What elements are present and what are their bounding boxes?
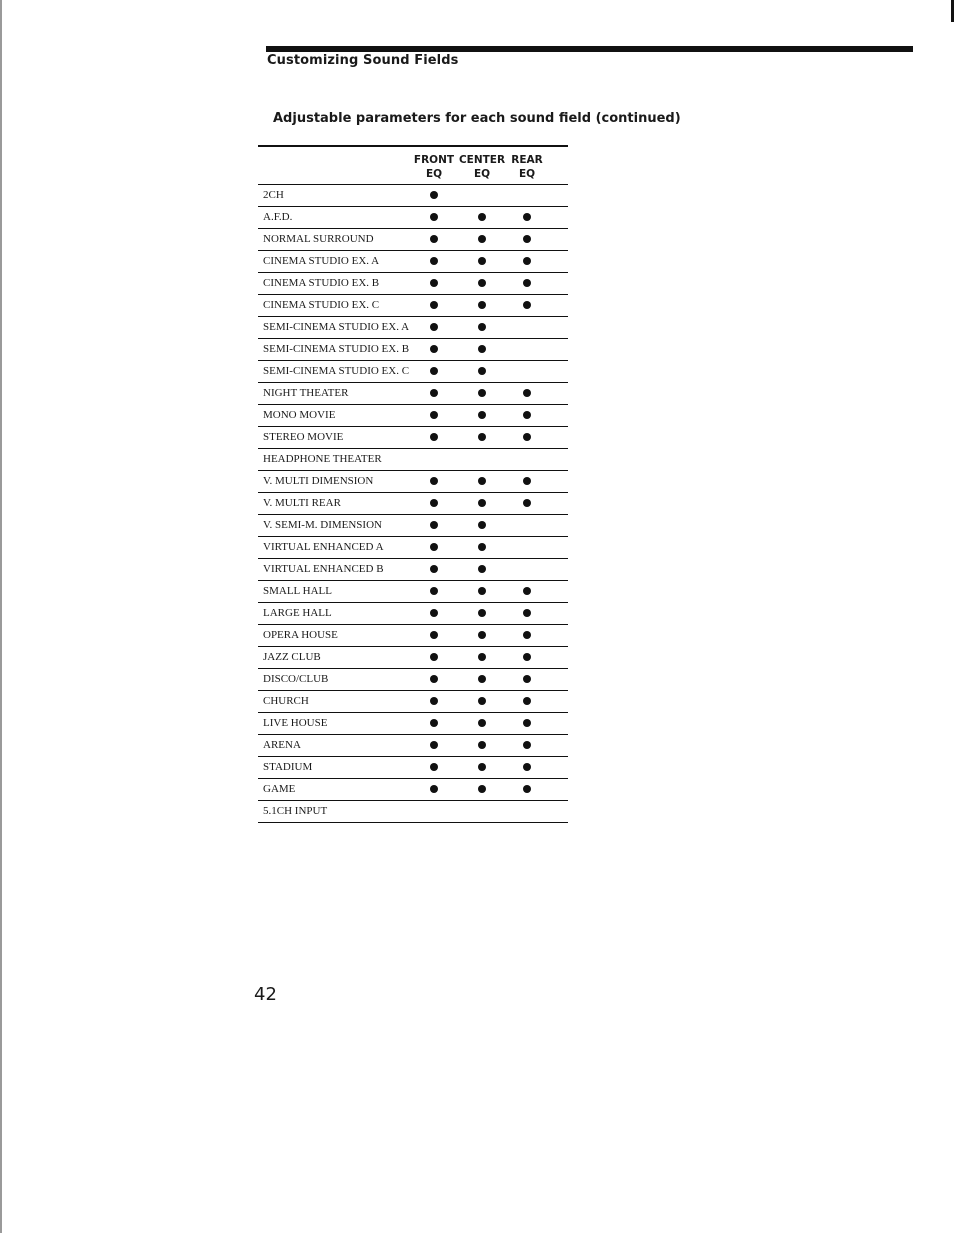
sound-field-label: NORMAL SURROUND <box>263 233 374 245</box>
front-eq-dot-icon <box>430 719 438 727</box>
table-row <box>258 317 568 339</box>
table-row <box>258 603 568 625</box>
front-eq-dot-icon <box>430 191 438 199</box>
table-row <box>258 779 568 801</box>
rear-eq-dot-icon <box>523 785 531 793</box>
center-eq-dot-icon <box>478 631 486 639</box>
rear-eq-dot-icon <box>523 587 531 595</box>
table-row <box>258 339 568 361</box>
sound-field-label: VIRTUAL ENHANCED B <box>263 563 384 575</box>
sound-field-label: A.F.D. <box>263 211 293 223</box>
table-row <box>258 801 568 823</box>
sound-field-label: CINEMA STUDIO EX. C <box>263 299 380 311</box>
rear-eq-dot-icon <box>523 499 531 507</box>
front-eq-dot-icon <box>430 785 438 793</box>
sound-field-label: LIVE HOUSE <box>263 717 328 729</box>
center-eq-dot-icon <box>478 521 486 529</box>
front-eq-dot-icon <box>430 213 438 221</box>
table-row <box>258 229 568 251</box>
column-header-front-eq: FRONT EQ <box>413 154 455 180</box>
page-number: 42 <box>254 984 277 1005</box>
table-body <box>258 185 568 823</box>
center-eq-dot-icon <box>478 653 486 661</box>
column-header-center-eq: CENTER EQ <box>458 154 506 180</box>
sound-field-label: GAME <box>263 783 296 795</box>
front-eq-dot-icon <box>430 543 438 551</box>
center-eq-dot-icon <box>478 719 486 727</box>
rear-eq-dot-icon <box>523 213 531 221</box>
table-row <box>258 669 568 691</box>
center-eq-dot-icon <box>478 257 486 265</box>
header-rule <box>266 46 913 52</box>
rear-eq-dot-icon <box>523 741 531 749</box>
sound-field-label: OPERA HOUSE <box>263 629 338 641</box>
front-eq-dot-icon <box>430 301 438 309</box>
front-eq-dot-icon <box>430 235 438 243</box>
front-eq-dot-icon <box>430 323 438 331</box>
sound-field-label: SEMI-CINEMA STUDIO EX. C <box>263 365 410 377</box>
rear-eq-dot-icon <box>523 433 531 441</box>
front-eq-dot-icon <box>430 521 438 529</box>
table-row <box>258 273 568 295</box>
rear-eq-dot-icon <box>523 389 531 397</box>
center-eq-dot-icon <box>478 587 486 595</box>
rear-eq-dot-icon <box>523 631 531 639</box>
table-row <box>258 471 568 493</box>
center-eq-dot-icon <box>478 565 486 573</box>
table-row <box>258 757 568 779</box>
center-eq-dot-icon <box>478 411 486 419</box>
rear-eq-dot-icon <box>523 697 531 705</box>
rear-eq-dot-icon <box>523 653 531 661</box>
center-eq-dot-icon <box>478 235 486 243</box>
table-row <box>258 251 568 273</box>
front-eq-dot-icon <box>430 697 438 705</box>
front-eq-dot-icon <box>430 389 438 397</box>
table-row <box>258 493 568 515</box>
rear-eq-dot-icon <box>523 675 531 683</box>
table-title: Adjustable parameters for each sound field (continued) <box>273 111 681 126</box>
parameters-table <box>258 145 568 823</box>
center-eq-dot-icon <box>478 367 486 375</box>
table-row <box>258 691 568 713</box>
sound-field-label: SEMI-CINEMA STUDIO EX. B <box>263 343 410 355</box>
table-row <box>258 427 568 449</box>
table-row <box>258 515 568 537</box>
rear-eq-dot-icon <box>523 609 531 617</box>
rear-eq-dot-icon <box>523 411 531 419</box>
page-left-edge <box>0 0 2 1233</box>
front-eq-dot-icon <box>430 741 438 749</box>
sound-field-label: NIGHT THEATER <box>263 387 349 399</box>
center-eq-dot-icon <box>478 279 486 287</box>
rear-eq-dot-icon <box>523 477 531 485</box>
center-eq-dot-icon <box>478 785 486 793</box>
sound-field-label: DISCO/CLUB <box>263 673 329 685</box>
sound-field-label: JAZZ CLUB <box>263 651 321 663</box>
sound-field-label: V. SEMI-M. DIMENSION <box>263 519 382 531</box>
center-eq-dot-icon <box>478 301 486 309</box>
front-eq-dot-icon <box>430 499 438 507</box>
rear-eq-dot-icon <box>523 257 531 265</box>
table-row <box>258 185 568 207</box>
sound-field-label: VIRTUAL ENHANCED A <box>263 541 384 553</box>
front-eq-dot-icon <box>430 609 438 617</box>
sound-field-label: HEADPHONE THEATER <box>263 453 382 465</box>
center-eq-dot-icon <box>478 741 486 749</box>
rear-eq-dot-icon <box>523 301 531 309</box>
table-row <box>258 361 568 383</box>
front-eq-dot-icon <box>430 345 438 353</box>
center-eq-dot-icon <box>478 499 486 507</box>
rear-eq-dot-icon <box>523 235 531 243</box>
sound-field-label: STEREO MOVIE <box>263 431 344 443</box>
front-eq-dot-icon <box>430 675 438 683</box>
center-eq-dot-icon <box>478 697 486 705</box>
center-eq-dot-icon <box>478 763 486 771</box>
table-row <box>258 735 568 757</box>
front-eq-dot-icon <box>430 565 438 573</box>
sound-field-label: LARGE HALL <box>263 607 332 619</box>
table-row <box>258 625 568 647</box>
table-row <box>258 647 568 669</box>
sound-field-label: SMALL HALL <box>263 585 332 597</box>
table-row <box>258 537 568 559</box>
center-eq-dot-icon <box>478 213 486 221</box>
table-row <box>258 383 568 405</box>
front-eq-dot-icon <box>430 367 438 375</box>
front-eq-dot-icon <box>430 411 438 419</box>
sound-field-label: CHURCH <box>263 695 309 707</box>
table-row <box>258 581 568 603</box>
sound-field-label: V. MULTI DIMENSION <box>263 475 374 487</box>
front-eq-dot-icon <box>430 257 438 265</box>
center-eq-dot-icon <box>478 543 486 551</box>
table-row <box>258 207 568 229</box>
front-eq-dot-icon <box>430 587 438 595</box>
sound-field-label: 2CH <box>263 189 284 201</box>
sound-field-label: STADIUM <box>263 761 313 773</box>
column-header-rear-eq: REAR EQ <box>511 154 543 180</box>
center-eq-dot-icon <box>478 345 486 353</box>
center-eq-dot-icon <box>478 477 486 485</box>
sound-field-label: SEMI-CINEMA STUDIO EX. A <box>263 321 410 333</box>
sound-field-label: MONO MOVIE <box>263 409 336 421</box>
table-row <box>258 449 568 471</box>
front-eq-dot-icon <box>430 477 438 485</box>
front-eq-dot-icon <box>430 653 438 661</box>
front-eq-dot-icon <box>430 763 438 771</box>
sound-field-label: CINEMA STUDIO EX. B <box>263 277 380 289</box>
table-row <box>258 405 568 427</box>
rear-eq-dot-icon <box>523 279 531 287</box>
table-row <box>258 559 568 581</box>
center-eq-dot-icon <box>478 389 486 397</box>
sound-field-label: ARENA <box>263 739 301 751</box>
section-heading: Customizing Sound Fields <box>267 53 459 68</box>
sound-field-label: V. MULTI REAR <box>263 497 341 509</box>
table-row <box>258 713 568 735</box>
center-eq-dot-icon <box>478 433 486 441</box>
table-header <box>258 147 568 185</box>
sound-field-label: 5.1CH INPUT <box>263 805 328 817</box>
center-eq-dot-icon <box>478 609 486 617</box>
front-eq-dot-icon <box>430 433 438 441</box>
center-eq-dot-icon <box>478 675 486 683</box>
center-eq-dot-icon <box>478 323 486 331</box>
rear-eq-dot-icon <box>523 763 531 771</box>
table-row <box>258 295 568 317</box>
front-eq-dot-icon <box>430 631 438 639</box>
sound-field-label: CINEMA STUDIO EX. A <box>263 255 380 267</box>
front-eq-dot-icon <box>430 279 438 287</box>
rear-eq-dot-icon <box>523 719 531 727</box>
